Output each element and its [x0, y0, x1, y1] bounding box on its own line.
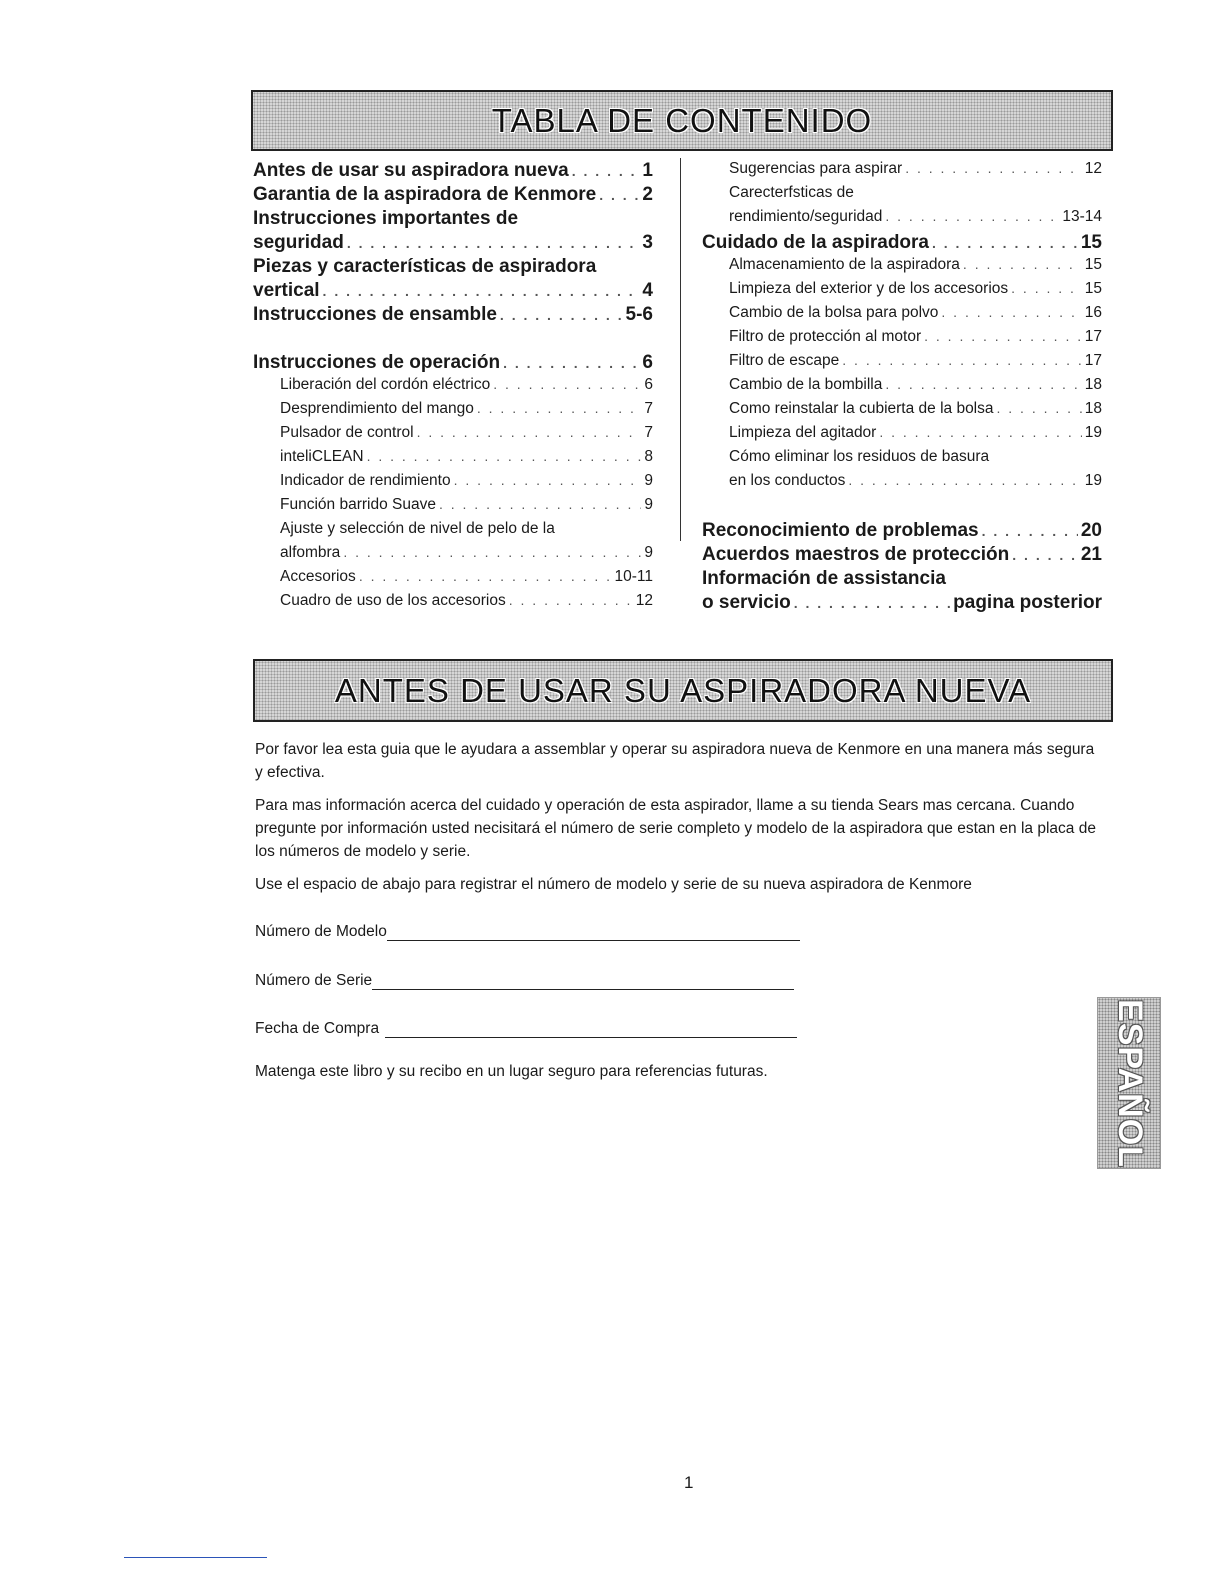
footer-rule: [124, 1557, 267, 1558]
toc-leader-dots: [932, 235, 1078, 251]
toc-leader-dots: [503, 355, 639, 371]
toc-entry-title: Reconocimiento de problemas: [702, 520, 979, 541]
language-tab: [1097, 997, 1161, 1169]
toc-entry-page: 5-6: [625, 304, 653, 325]
intro-text: [255, 738, 1105, 906]
toc-entry-title: Piezas y características de aspiradora: [253, 256, 597, 277]
antes-banner: [253, 659, 1113, 722]
purchase-date-label: Fecha de Compra: [255, 1020, 380, 1037]
toc-entry-title: Filtro de protección al motor: [729, 328, 922, 345]
toc-entry-title: en los conductos: [729, 472, 846, 489]
toc-left-column: [253, 160, 653, 616]
toc-entry-title: Accesorios: [280, 568, 356, 585]
toc-entry-title: Garantia de la aspiradora de Kenmore: [253, 184, 597, 205]
page-number: 1: [684, 1473, 694, 1492]
toc-leader-dots: [842, 352, 1081, 368]
toc-leader-dots: [885, 208, 1059, 224]
toc-entry: [702, 448, 1102, 472]
toc-leader-dots: [794, 595, 950, 611]
serial-number-field: [255, 971, 794, 990]
toc-entry: [253, 472, 653, 496]
toc-entry: [702, 280, 1102, 304]
toc-entry: [253, 400, 653, 424]
toc-entry-page: 9: [644, 472, 653, 489]
toc-entry-title: Pulsador de control: [280, 424, 414, 441]
toc-leader-dots: [848, 472, 1081, 488]
toc-entry-title: Cambio de la bombilla: [729, 376, 883, 393]
toc-entry-page: 7: [644, 400, 653, 417]
toc-entry-title: Carecterfsticas de: [729, 184, 854, 201]
toc-entry-page: 17: [1084, 328, 1102, 345]
toc-entry: [253, 520, 653, 544]
toc-entry-title: Filtro de escape: [729, 352, 840, 369]
language-tab-label: ESPAÑOL: [1110, 998, 1149, 1168]
toc-entry-title: Instrucciones de ensamble: [253, 304, 497, 325]
toc-entry-page: 1: [642, 160, 653, 181]
toc-leader-dots: [941, 304, 1081, 320]
toc-entry: [253, 592, 653, 616]
keep-note: [255, 1063, 768, 1081]
toc-entry-page: 19: [1084, 472, 1102, 489]
toc-entry: [253, 376, 653, 400]
toc-entry: [253, 208, 653, 232]
toc-entry-page: 4: [642, 280, 653, 301]
toc-entry: [253, 280, 653, 304]
model-number-line: [387, 922, 800, 941]
toc-entry-title: Instrucciones de operación: [253, 352, 501, 373]
toc-entry-page: 15: [1084, 280, 1102, 297]
toc-entry-title: Cuidado de la aspiradora: [702, 232, 929, 253]
serial-number-label: Número de Serie: [255, 972, 373, 989]
toc-entry-page: 2: [642, 184, 653, 205]
toc-leader-dots: [323, 283, 640, 299]
purchase-date-line: [385, 1019, 797, 1038]
toc-leader-dots: [879, 424, 1081, 440]
model-number-field: [255, 922, 800, 941]
toc-entry: [702, 184, 1102, 208]
toc-entry-page: 18: [1084, 400, 1102, 417]
toc-leader-dots: [885, 376, 1081, 392]
toc-entry: [702, 232, 1102, 256]
toc-entry: [702, 424, 1102, 448]
toc-entry-page: 3: [642, 232, 653, 253]
toc-entry-title: Instrucciones importantes de: [253, 208, 519, 229]
toc-leader-dots: [347, 235, 640, 251]
toc-entry-title: o servicio: [702, 592, 791, 613]
toc-entry: [253, 160, 653, 184]
toc-leader-dots: [359, 568, 612, 584]
toc-leader-dots: [509, 592, 633, 608]
intro-paragraph-3: Use el espacio de abajo para registrar el número de modelo y serie de su nueva aspiradora de Kenmore: [255, 876, 972, 893]
toc-leader-dots: [417, 424, 642, 440]
toc-entry-page: 21: [1080, 544, 1102, 565]
intro-paragraph-2: Para mas información acerca del cuidado y operación de esta aspirador, llame a su tienda Sears mas cercana. Cuando pregunte por información usted necisitará el número de serie completo y modelo de la aspiradora que estan en la placa de los números de modelo y serie.: [255, 797, 1096, 860]
toc-entry: [702, 352, 1102, 376]
toc-entry: [253, 544, 653, 568]
toc-leader-dots: [905, 160, 1082, 176]
toc-leader-dots: [572, 163, 640, 179]
toc-entry-title: rendimiento/seguridad: [729, 208, 883, 225]
toc-column-divider: [680, 158, 681, 541]
toc-entry-title: Como reinstalar la cubierta de la bolsa: [729, 400, 994, 417]
toc-leader-dots: [477, 400, 642, 416]
toc-leader-dots: [493, 376, 641, 392]
toc-leader-dots: [997, 400, 1082, 416]
toc-entry: [253, 496, 653, 520]
toc-entry-page: 15: [1080, 232, 1102, 253]
toc-leader-dots: [500, 307, 623, 323]
toc-leader-dots: [924, 328, 1082, 344]
toc-entry: [702, 472, 1102, 496]
toc-entry: [253, 304, 653, 328]
toc-entry: [702, 544, 1102, 568]
toc-entry-page: 8: [644, 448, 653, 465]
toc-leader-dots: [454, 472, 642, 488]
toc-entry: [253, 184, 653, 208]
toc-right-column: [702, 160, 1102, 616]
toc-entry: [702, 520, 1102, 544]
toc-entry: [702, 592, 1102, 616]
toc-entry-title: Ajuste y selección de nivel de pelo de la: [280, 520, 555, 537]
toc-entry: [702, 208, 1102, 232]
antes-title: ANTES DE USAR SU ASPIRADORA NUEVA: [334, 671, 1032, 709]
toc-entry-page: 9: [644, 544, 653, 561]
toc-entry-page: 20: [1080, 520, 1102, 541]
toc-entry: [702, 568, 1102, 592]
toc-entry-page: 6: [642, 352, 653, 373]
toc-entry: [702, 304, 1102, 328]
toc-entry-title: Información de assistancia: [702, 568, 946, 589]
toc-entry-title: Sugerencias para aspirar: [729, 160, 903, 177]
toc-entry-page: 12: [1084, 160, 1102, 177]
toc-entry-title: inteliCLEAN: [280, 448, 364, 465]
toc-leader-dots: [343, 544, 641, 560]
toc-entry-page: 6: [644, 376, 653, 393]
serial-number-line: [372, 971, 794, 990]
toc-entry-title: Antes de usar su aspiradora nueva: [253, 160, 569, 181]
toc-entry-page: 16: [1084, 304, 1102, 321]
toc-entry-title: Cuadro de uso de los accesorios: [280, 592, 506, 609]
intro-paragraph-1: Por favor lea esta guia que le ayudara a assemblar y operar su aspiradora nueva de Kenmore en una manera más segura y efectiva.: [255, 741, 1095, 781]
toc-entry-title: Acuerdos maestros de protección: [702, 544, 1010, 565]
toc-entry: [253, 232, 653, 256]
toc-title: TABLA DE CONTENIDO: [491, 101, 873, 139]
toc-entry-page: 10-11: [614, 568, 653, 585]
toc-entry-page: 18: [1084, 376, 1102, 393]
toc-entry-title: Cómo eliminar los residuos de basura: [729, 448, 990, 465]
toc-entry-title: Almacenamiento de la aspiradora: [729, 256, 960, 273]
toc-banner: [251, 90, 1113, 151]
toc-entry-title: Indicador de rendimiento: [280, 472, 451, 489]
toc-entry-page: pagina posterior: [953, 592, 1102, 613]
toc-entry-title: Limpieza del exterior y de los accesorios: [729, 280, 1009, 297]
toc-entry-page: 13-14: [1062, 208, 1102, 225]
toc-entry-title: Limpieza del agitador: [729, 424, 877, 441]
toc-entry: [253, 352, 653, 376]
toc-entry-page: 12: [635, 592, 653, 609]
toc-leader-dots: [599, 187, 639, 203]
toc-leader-dots: [1011, 280, 1082, 296]
toc-entry-title: Desprendimiento del mango: [280, 400, 474, 417]
toc-entry: [253, 256, 653, 280]
toc-entry: [702, 400, 1102, 424]
toc-entry: [702, 256, 1102, 280]
toc-entry-page: 17: [1084, 352, 1102, 369]
keep-note-text: Matenga este libro y su recibo en un lugar seguro para referencias futuras.: [255, 1063, 768, 1080]
toc-leader-dots: [982, 523, 1078, 539]
purchase-date-field: [255, 1019, 797, 1038]
toc-leader-dots: [1012, 547, 1078, 563]
toc-entry-title: seguridad: [253, 232, 344, 253]
toc-entry: [702, 376, 1102, 400]
toc-leader-dots: [367, 448, 642, 464]
toc-entry-page: 15: [1084, 256, 1102, 273]
model-number-label: Número de Modelo: [255, 923, 387, 940]
toc-entry-page: 7: [644, 424, 653, 441]
toc-entry-title: vertical: [253, 280, 320, 301]
toc-entry-title: Liberación del cordón eléctrico: [280, 376, 491, 393]
toc-entry-title: alfombra: [280, 544, 341, 561]
toc-entry-page: 19: [1084, 424, 1102, 441]
toc-entry-page: 9: [644, 496, 653, 513]
toc-entry: [702, 160, 1102, 184]
toc-entry-title: Función barrido Suave: [280, 496, 436, 513]
toc-entry: [702, 328, 1102, 352]
toc-entry: [253, 448, 653, 472]
toc-leader-dots: [963, 256, 1082, 272]
toc-entry: [253, 424, 653, 448]
toc-leader-dots: [439, 496, 641, 512]
toc-entry: [253, 568, 653, 592]
toc-entry-title: Cambio de la bolsa para polvo: [729, 304, 939, 321]
